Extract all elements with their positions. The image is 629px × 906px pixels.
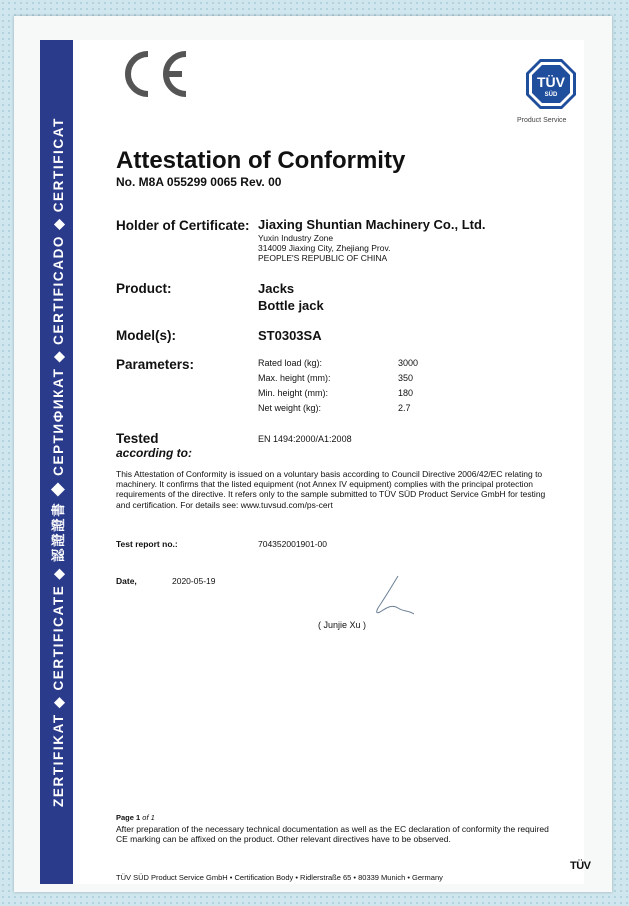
footer-note: After preparation of the necessary technical documentation as well as the EC declaration of conformity the required CE marking can be affixed on the product. Other relevant directives have to be observed.	[116, 824, 549, 844]
tested-label-line1: Tested	[116, 431, 159, 446]
page-indicator	[116, 813, 155, 822]
document-title: Attestation of Conformity	[116, 147, 406, 174]
models-label: Model(s):	[116, 328, 176, 343]
tested-label	[116, 432, 192, 460]
product-service-label: Product Service	[517, 117, 567, 124]
parameter-label: Net weight (kg):	[258, 403, 322, 413]
footer-address: TÜV SÜD Product Service GmbH • Certification Body • Ridlerstraße 65 • 80339 Munich • Germany	[116, 873, 443, 882]
models-value: ST0303SA	[258, 328, 322, 343]
tested-label-line2: according to:	[116, 446, 193, 460]
certificate-sheet	[14, 16, 612, 892]
test-report-label: Test report no.:	[116, 539, 178, 549]
holder-address	[258, 233, 390, 263]
signer-name: ( Junjie Xu )	[318, 620, 367, 630]
parameter-value: 3000	[398, 358, 419, 368]
signature-icon	[368, 574, 416, 620]
side-band-text: ZERTIFIKAT ◆ CERTIFICATE ◆ 認證證書 ◆ СЕРТИФИКАТ ◆ CERTIFICADO ◆ CERTIFICAT	[50, 117, 66, 807]
address-line: PEOPLE'S REPUBLIC OF CHINA	[258, 253, 388, 263]
parameter-value: 2.7	[398, 403, 411, 413]
test-report-value: 704352001901-00	[258, 539, 328, 549]
address-line: 314009 Jiaxing City, Zhejiang Prov.	[258, 243, 391, 253]
product-line2: Bottle jack	[258, 298, 324, 313]
page-suffix: of 1	[140, 813, 155, 822]
tuv-sud-logo-icon	[525, 58, 577, 110]
product-label: Product:	[116, 281, 172, 296]
footer-tuv-logo: TÜV	[570, 860, 591, 872]
parameter-value: 350	[398, 373, 414, 383]
holder-label: Holder of Certificate:	[116, 218, 250, 233]
tuv-logo-text: TÜV	[537, 74, 565, 90]
date-value: 2020-05-19	[172, 576, 216, 586]
page-prefix: Page 1	[116, 813, 141, 822]
holder-name: Jiaxing Shuntian Machinery Co., Ltd.	[258, 217, 486, 232]
side-band	[40, 40, 73, 884]
parameter-label: Max. height (mm):	[258, 373, 331, 383]
certificate-number: No. M8A 055299 0065 Rev. 00	[116, 175, 282, 189]
ce-mark-icon	[112, 46, 192, 102]
parameter-label: Min. height (mm):	[258, 388, 329, 398]
tuv-logo-sub: SÜD	[544, 92, 558, 98]
product-line1: Jacks	[258, 281, 295, 296]
statement-paragraph: This Attestation of Conformity is issued on a voluntary basis according to Council Directive 2006/42/EC relating to machinery. It confirms that the listed equipment (not Annex IV equipment) complies with the principal protection requirements of the directive. It refers only to the sample submitted to TÜV SÜD Product Service GmbH for testing and certification. For details see: www.tuvsud.com/ps-cert	[116, 469, 546, 510]
tested-standard: EN 1494:2000/A1:2008	[258, 434, 352, 444]
address-line: Yuxin Industry Zone	[258, 233, 334, 243]
parameters-label: Parameters:	[116, 357, 195, 372]
date-label: Date,	[116, 576, 137, 586]
parameter-value: 180	[398, 388, 414, 398]
parameter-label: Rated load (kg):	[258, 358, 323, 368]
certificate-paper	[40, 40, 591, 884]
